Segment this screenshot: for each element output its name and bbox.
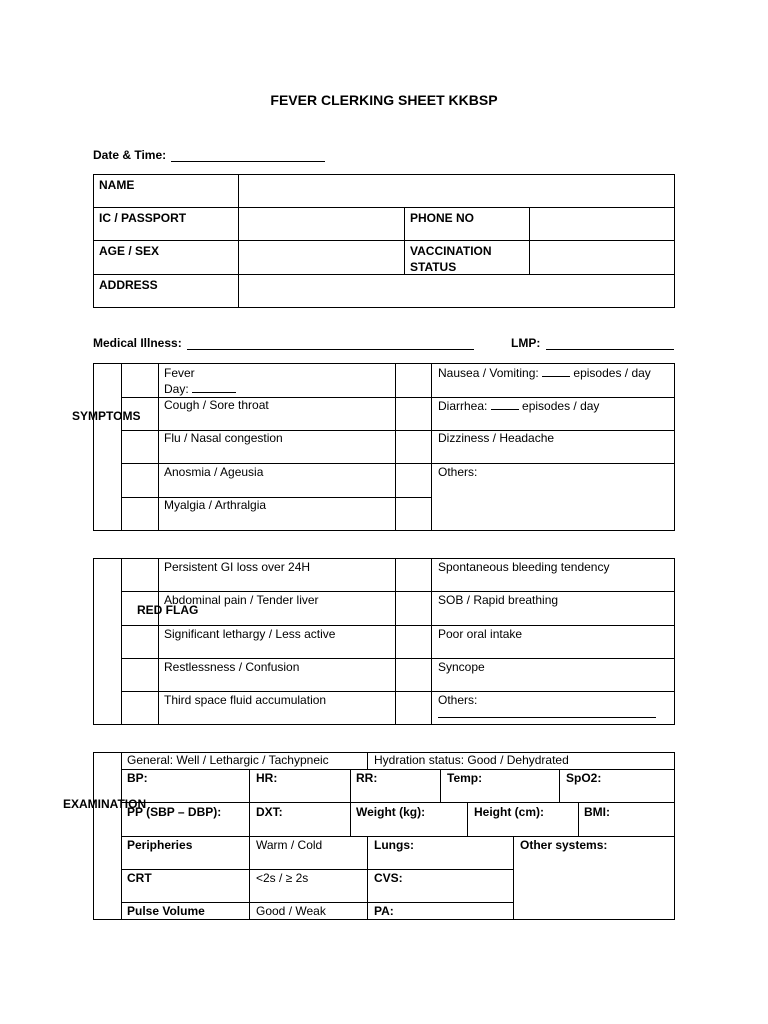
symptom-diarrhea <box>438 398 599 413</box>
general-field[interactable]: General: Well / Lethargic / Tachypneic <box>127 753 329 767</box>
red-flag-others-label: Others: <box>438 693 478 707</box>
medical-illness-label: Medical Illness: <box>93 336 182 350</box>
fever-label: Fever <box>164 366 195 380</box>
age-sex-label: AGE / SEX <box>93 240 239 275</box>
hr-label[interactable]: HR: <box>256 771 278 785</box>
vaccination-label: VACCINATION STATUS <box>404 240 530 275</box>
peripheries-label: Peripheries <box>127 838 193 852</box>
weight-label[interactable]: Weight (kg): <box>356 805 426 819</box>
name-label: NAME <box>93 174 239 208</box>
symptom-dizziness: Dizziness / Headache <box>438 431 555 445</box>
symptom-fever <box>164 365 236 397</box>
vaccination-field[interactable] <box>529 240 675 275</box>
lmp-field[interactable] <box>511 336 674 350</box>
symptom-nausea <box>438 365 651 380</box>
medical-illness-blank[interactable] <box>187 337 474 350</box>
red-flag-item: SOB / Rapid breathing <box>438 593 559 607</box>
dxt-label[interactable]: DXT: <box>256 805 283 819</box>
symptoms-section-label: SYMPTOMS <box>72 409 141 423</box>
fever-day[interactable] <box>164 381 236 397</box>
spo2-label[interactable]: SpO2: <box>566 771 602 785</box>
fever-day-label: Day: <box>164 382 189 396</box>
red-flag-others <box>438 693 656 718</box>
crt-label: CRT <box>127 871 152 885</box>
red-flag-item: Abdominal pain / Tender liver <box>164 593 319 607</box>
cvs-label[interactable]: CVS: <box>374 871 403 885</box>
address-label: ADDRESS <box>93 274 239 308</box>
nausea-unit: episodes / day <box>573 366 651 380</box>
pulse-volume-label: Pulse Volume <box>127 904 205 918</box>
symptom-checkbox[interactable] <box>396 364 430 396</box>
lungs-label[interactable]: Lungs: <box>374 838 414 852</box>
symptom-cough: Cough / Sore throat <box>164 398 269 412</box>
rr-label[interactable]: RR: <box>356 771 378 785</box>
pa-label[interactable]: PA: <box>374 904 394 918</box>
pulse-volume-value[interactable]: Good / Weak <box>256 904 326 918</box>
symptom-anosmia: Anosmia / Ageusia <box>164 465 264 479</box>
symptom-myalgia: Myalgia / Arthralgia <box>164 498 267 512</box>
temp-label[interactable]: Temp: <box>447 771 483 785</box>
medical-illness-field[interactable] <box>93 336 474 350</box>
symptom-checkbox[interactable] <box>122 364 157 396</box>
red-flag-section-label: RED FLAG <box>137 603 199 617</box>
diarrhea-unit: episodes / day <box>522 399 600 413</box>
height-label[interactable]: Height (cm): <box>474 805 544 819</box>
fever-day-blank[interactable] <box>192 381 236 393</box>
red-flag-item: Third space fluid accumulation <box>164 693 327 707</box>
red-flag-others-blank[interactable] <box>438 707 656 718</box>
name-field[interactable] <box>238 174 675 208</box>
phone-label: PHONE NO <box>404 207 530 241</box>
symptom-others: Others: <box>438 465 478 479</box>
nausea-label: Nausea / Vomiting: <box>438 366 539 380</box>
diarrhea-blank[interactable] <box>491 398 519 410</box>
address-field[interactable] <box>238 274 675 308</box>
pp-label[interactable]: PP (SBP – DBP): <box>127 805 222 819</box>
lmp-blank[interactable] <box>546 337 674 350</box>
age-sex-field[interactable] <box>238 240 405 275</box>
date-time-blank[interactable] <box>171 149 325 162</box>
examination-section-label: EXAMINATION <box>63 797 147 811</box>
symptom-flu: Flu / Nasal congestion <box>164 431 283 445</box>
date-time-field[interactable] <box>93 148 325 162</box>
peripheries-value[interactable]: Warm / Cold <box>256 838 323 852</box>
red-flag-item: Poor oral intake <box>438 627 523 641</box>
other-systems-label[interactable]: Other systems: <box>520 838 608 852</box>
nausea-blank[interactable] <box>542 365 570 377</box>
red-flag-item: Syncope <box>438 660 485 674</box>
red-flag-item: Significant lethargy / Less active <box>164 627 336 641</box>
phone-field[interactable] <box>529 207 675 241</box>
hydration-field[interactable]: Hydration status: Good / Dehydrated <box>374 753 569 767</box>
date-time-label: Date & Time: <box>93 148 167 162</box>
ic-passport-label: IC / PASSPORT <box>93 207 239 241</box>
lmp-label: LMP: <box>511 336 541 350</box>
bp-label[interactable]: BP: <box>127 771 148 785</box>
red-flag-item: Restlessness / Confusion <box>164 660 300 674</box>
diarrhea-label: Diarrhea: <box>438 399 488 413</box>
page-title: FEVER CLERKING SHEET KKBSP <box>270 92 498 108</box>
crt-value[interactable]: <2s / ≥ 2s <box>256 871 309 885</box>
red-flag-item: Persistent GI loss over 24H <box>164 560 311 574</box>
ic-passport-field[interactable] <box>238 207 405 241</box>
red-flag-item: Spontaneous bleeding tendency <box>438 560 610 574</box>
bmi-label[interactable]: BMI: <box>584 805 610 819</box>
